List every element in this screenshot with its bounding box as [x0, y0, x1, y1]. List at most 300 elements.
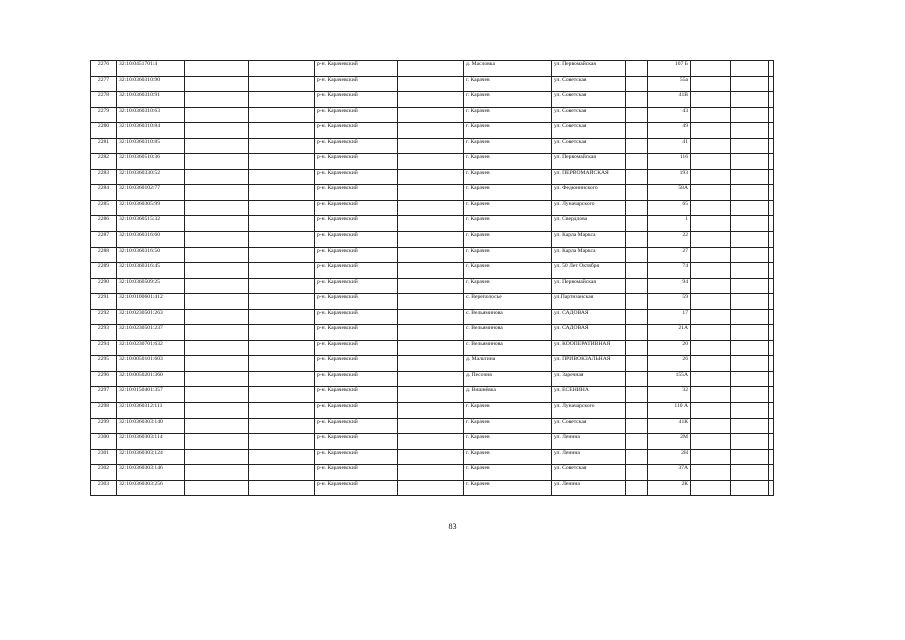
table-row	[91, 185, 774, 201]
table-row	[91, 418, 774, 434]
empty-cell	[185, 200, 249, 216]
empty-cell	[731, 403, 769, 419]
settlement-cell: д. Песочня	[464, 371, 552, 387]
cadastral-number-cell: 32:10:0230501:263	[117, 309, 185, 325]
empty-cell	[769, 138, 774, 154]
settlement-cell: г. Карачев	[464, 449, 552, 465]
empty-cell	[185, 169, 249, 185]
empty-cell	[731, 216, 769, 232]
empty-cell	[398, 465, 464, 481]
table-row	[91, 294, 774, 310]
empty-cell	[731, 465, 769, 481]
row-number-cell: 2295	[91, 356, 117, 372]
empty-cell	[626, 309, 648, 325]
property-table	[90, 60, 774, 496]
district-cell: р-н. Карачевский	[315, 169, 398, 185]
empty-cell	[769, 232, 774, 248]
cadastral-number-cell: 32:10:0360310:91	[117, 92, 185, 108]
empty-cell	[398, 449, 464, 465]
empty-cell	[731, 154, 769, 170]
empty-cell	[626, 200, 648, 216]
empty-cell	[691, 185, 731, 201]
empty-cell	[769, 185, 774, 201]
settlement-cell: г. Карачев	[464, 123, 552, 139]
house-number-cell: 2Н	[648, 449, 691, 465]
settlement-cell: д. Масловка	[464, 61, 552, 77]
empty-cell	[769, 480, 774, 496]
empty-cell	[691, 449, 731, 465]
empty-cell	[731, 449, 769, 465]
empty-cell	[769, 387, 774, 403]
empty-cell	[398, 340, 464, 356]
row-number-cell: 2282	[91, 154, 117, 170]
district-cell: р-н. Карачевский	[315, 403, 398, 419]
empty-cell	[731, 434, 769, 450]
empty-cell	[398, 278, 464, 294]
empty-cell	[731, 107, 769, 123]
empty-cell	[398, 480, 464, 496]
empty-cell	[731, 247, 769, 263]
empty-cell	[398, 138, 464, 154]
empty-cell	[249, 200, 315, 216]
house-number-cell: 1	[648, 216, 691, 232]
cadastral-number-cell: 32:10:0360303:114	[117, 434, 185, 450]
empty-cell	[626, 247, 648, 263]
table-row	[91, 340, 774, 356]
district-cell: р-н. Карачевский	[315, 418, 398, 434]
table-row	[91, 92, 774, 108]
district-cell: р-н. Карачевский	[315, 356, 398, 372]
empty-cell	[626, 216, 648, 232]
cadastral-number-cell: 32:10:0451701:4	[117, 61, 185, 77]
empty-cell	[185, 61, 249, 77]
table-row	[91, 76, 774, 92]
empty-cell	[731, 294, 769, 310]
cadastral-number-cell: 32:10:0360303:146	[117, 465, 185, 481]
empty-cell	[691, 107, 731, 123]
settlement-cell: г. Карачев	[464, 154, 552, 170]
settlement-cell: г. Карачев	[464, 232, 552, 248]
street-cell: ул. 50 Лет Октября	[552, 263, 626, 279]
empty-cell	[731, 200, 769, 216]
row-number-cell: 2296	[91, 371, 117, 387]
table-row	[91, 371, 774, 387]
empty-cell	[691, 465, 731, 481]
empty-cell	[731, 61, 769, 77]
empty-cell	[398, 200, 464, 216]
empty-cell	[185, 340, 249, 356]
house-number-cell: 193	[648, 169, 691, 185]
district-cell: р-н. Карачевский	[315, 185, 398, 201]
empty-cell	[731, 356, 769, 372]
cadastral-number-cell: 32:10:0360310:85	[117, 138, 185, 154]
empty-cell	[398, 232, 464, 248]
settlement-cell: г. Карачев	[464, 263, 552, 279]
empty-cell	[731, 340, 769, 356]
table-row	[91, 434, 774, 450]
table-row	[91, 216, 774, 232]
district-cell: р-н. Карачевский	[315, 92, 398, 108]
empty-cell	[626, 449, 648, 465]
row-number-cell: 2276	[91, 61, 117, 77]
empty-cell	[691, 434, 731, 450]
empty-cell	[731, 232, 769, 248]
settlement-cell: г. Карачев	[464, 185, 552, 201]
district-cell: р-н. Карачевский	[315, 232, 398, 248]
empty-cell	[691, 309, 731, 325]
street-cell: ул. Свердлова	[552, 216, 626, 232]
empty-cell	[185, 403, 249, 419]
house-number-cell: 74	[648, 263, 691, 279]
empty-cell	[626, 480, 648, 496]
empty-cell	[249, 216, 315, 232]
empty-cell	[249, 138, 315, 154]
empty-cell	[185, 325, 249, 341]
cadastral-number-cell: 32:10:0360515:32	[117, 216, 185, 232]
empty-cell	[626, 340, 648, 356]
row-number-cell: 2286	[91, 216, 117, 232]
settlement-cell: г. Карачев	[464, 138, 552, 154]
house-number-cell: 27	[648, 247, 691, 263]
row-number-cell: 2280	[91, 123, 117, 139]
street-cell: ул. Первомайская	[552, 154, 626, 170]
settlement-cell: г. Карачев	[464, 480, 552, 496]
empty-cell	[731, 123, 769, 139]
empty-cell	[185, 278, 249, 294]
settlement-cell: с. Вельяминова	[464, 309, 552, 325]
cadastral-number-cell: 32:10:0360303:256	[117, 480, 185, 496]
cadastral-number-cell: 32:10:0360509:25	[117, 278, 185, 294]
empty-cell	[691, 216, 731, 232]
house-number-cell: 20	[648, 340, 691, 356]
empty-cell	[731, 418, 769, 434]
row-number-cell: 2279	[91, 107, 117, 123]
street-cell: ул. ПРИВОКЗАЛЬНАЯ	[552, 356, 626, 372]
row-number-cell: 2281	[91, 138, 117, 154]
empty-cell	[398, 387, 464, 403]
row-number-cell: 2285	[91, 200, 117, 216]
empty-cell	[398, 61, 464, 77]
street-cell: ул. Советская	[552, 123, 626, 139]
street-cell: ул. Советская	[552, 138, 626, 154]
street-cell: ул. Луначарского	[552, 403, 626, 419]
settlement-cell: г. Карачев	[464, 107, 552, 123]
street-cell: ул. САДОВАЯ	[552, 309, 626, 325]
empty-cell	[626, 61, 648, 77]
street-cell: ул. Первомайская	[552, 278, 626, 294]
empty-cell	[249, 325, 315, 341]
table-body	[91, 61, 774, 496]
district-cell: р-н. Карачевский	[315, 216, 398, 232]
empty-cell	[691, 92, 731, 108]
house-number-cell: 2М	[648, 434, 691, 450]
settlement-cell: г. Карачев	[464, 216, 552, 232]
table-row	[91, 200, 774, 216]
empty-cell	[731, 278, 769, 294]
empty-cell	[691, 169, 731, 185]
house-number-cell: 155А	[648, 371, 691, 387]
table-row	[91, 263, 774, 279]
empty-cell	[185, 92, 249, 108]
district-cell: р-н. Карачевский	[315, 465, 398, 481]
district-cell: р-н. Карачевский	[315, 371, 398, 387]
empty-cell	[398, 185, 464, 201]
table-row	[91, 232, 774, 248]
empty-cell	[691, 278, 731, 294]
page-number: 83	[448, 522, 457, 531]
street-cell: ул. Заречная	[552, 371, 626, 387]
empty-cell	[249, 356, 315, 372]
empty-cell	[398, 325, 464, 341]
row-number-cell: 2278	[91, 92, 117, 108]
empty-cell	[398, 216, 464, 232]
empty-cell	[398, 263, 464, 279]
empty-cell	[249, 123, 315, 139]
empty-cell	[731, 76, 769, 92]
empty-cell	[626, 371, 648, 387]
empty-cell	[731, 309, 769, 325]
cadastral-number-cell: 32:10:0230501:237	[117, 325, 185, 341]
empty-cell	[731, 138, 769, 154]
settlement-cell: г. Карачев	[464, 403, 552, 419]
row-number-cell: 2291	[91, 294, 117, 310]
empty-cell	[731, 480, 769, 496]
empty-cell	[185, 76, 249, 92]
district-cell: р-н. Карачевский	[315, 107, 398, 123]
table-row	[91, 480, 774, 496]
house-number-cell: 41К	[648, 418, 691, 434]
street-cell: ул. Советская	[552, 92, 626, 108]
empty-cell	[398, 107, 464, 123]
street-cell: ул. САДОВАЯ	[552, 325, 626, 341]
empty-cell	[626, 434, 648, 450]
row-number-cell: 2303	[91, 480, 117, 496]
table-row	[91, 247, 774, 263]
cadastral-number-cell: 32:10:0100601:412	[117, 294, 185, 310]
district-cell: р-н. Карачевский	[315, 309, 398, 325]
settlement-cell: д. Мальтина	[464, 356, 552, 372]
table-row	[91, 61, 774, 77]
district-cell: р-н. Карачевский	[315, 294, 398, 310]
district-cell: р-н. Карачевский	[315, 123, 398, 139]
house-number-cell: 26	[648, 356, 691, 372]
empty-cell	[691, 480, 731, 496]
cadastral-number-cell: 32:10:0050201:360	[117, 371, 185, 387]
empty-cell	[626, 185, 648, 201]
street-cell: ул. Луначарского	[552, 200, 626, 216]
empty-cell	[398, 356, 464, 372]
row-number-cell: 2298	[91, 403, 117, 419]
empty-cell	[691, 123, 731, 139]
empty-cell	[691, 247, 731, 263]
empty-cell	[185, 185, 249, 201]
row-number-cell: 2288	[91, 247, 117, 263]
empty-cell	[769, 449, 774, 465]
street-cell: ул. Советская	[552, 107, 626, 123]
district-cell: р-н. Карачевский	[315, 278, 398, 294]
table-row	[91, 278, 774, 294]
table-row	[91, 107, 774, 123]
street-cell: ул. Карла Маркса	[552, 247, 626, 263]
street-cell: ул. Ленина	[552, 434, 626, 450]
empty-cell	[769, 371, 774, 387]
row-number-cell: 2290	[91, 278, 117, 294]
empty-cell	[398, 418, 464, 434]
empty-cell	[626, 92, 648, 108]
empty-cell	[249, 403, 315, 419]
cadastral-number-cell: 32:10:0360312:111	[117, 403, 185, 419]
house-number-cell: 94	[648, 278, 691, 294]
empty-cell	[249, 480, 315, 496]
empty-cell	[249, 418, 315, 434]
empty-cell	[691, 138, 731, 154]
empty-cell	[626, 278, 648, 294]
table-row	[91, 169, 774, 185]
empty-cell	[249, 294, 315, 310]
house-number-cell: 110 А	[648, 403, 691, 419]
street-cell: ул. Ленина	[552, 480, 626, 496]
settlement-cell: с. Вереполосье	[464, 294, 552, 310]
row-number-cell: 2300	[91, 434, 117, 450]
empty-cell	[398, 92, 464, 108]
settlement-cell: г. Карачев	[464, 169, 552, 185]
empty-cell	[185, 294, 249, 310]
settlement-cell: д. Вишнёвка	[464, 387, 552, 403]
row-number-cell: 2294	[91, 340, 117, 356]
empty-cell	[185, 434, 249, 450]
empty-cell	[626, 169, 648, 185]
empty-cell	[249, 247, 315, 263]
settlement-cell: г. Карачев	[464, 278, 552, 294]
cadastral-number-cell: 32:10:0360310:90	[117, 76, 185, 92]
settlement-cell: г. Карачев	[464, 247, 552, 263]
empty-cell	[769, 294, 774, 310]
empty-cell	[249, 371, 315, 387]
house-number-cell: 55а	[648, 76, 691, 92]
empty-cell	[626, 138, 648, 154]
table-row	[91, 138, 774, 154]
table-row	[91, 309, 774, 325]
empty-cell	[185, 418, 249, 434]
table-row	[91, 465, 774, 481]
empty-cell	[185, 154, 249, 170]
empty-cell	[249, 232, 315, 248]
house-number-cell: 2К	[648, 480, 691, 496]
empty-cell	[769, 169, 774, 185]
cadastral-number-cell: 32:10:0230701:632	[117, 340, 185, 356]
empty-cell	[691, 294, 731, 310]
empty-cell	[249, 278, 315, 294]
house-number-cell: 65	[648, 200, 691, 216]
empty-cell	[249, 76, 315, 92]
district-cell: р-н. Карачевский	[315, 138, 398, 154]
empty-cell	[398, 123, 464, 139]
empty-cell	[626, 325, 648, 341]
district-cell: р-н. Карачевский	[315, 449, 398, 465]
empty-cell	[626, 356, 648, 372]
street-cell: ул. Ленина	[552, 449, 626, 465]
table-row	[91, 403, 774, 419]
empty-cell	[249, 154, 315, 170]
settlement-cell: с. Вельяминова	[464, 325, 552, 341]
empty-cell	[769, 340, 774, 356]
empty-cell	[249, 169, 315, 185]
empty-cell	[249, 465, 315, 481]
cadastral-number-cell: 32:10:0360303:140	[117, 418, 185, 434]
row-number-cell: 2283	[91, 169, 117, 185]
empty-cell	[769, 263, 774, 279]
empty-cell	[691, 403, 731, 419]
empty-cell	[769, 76, 774, 92]
district-cell: р-н. Карачевский	[315, 61, 398, 77]
empty-cell	[691, 263, 731, 279]
empty-cell	[691, 154, 731, 170]
empty-cell	[769, 123, 774, 139]
empty-cell	[185, 232, 249, 248]
empty-cell	[249, 340, 315, 356]
table-row	[91, 449, 774, 465]
empty-cell	[626, 294, 648, 310]
empty-cell	[185, 449, 249, 465]
empty-cell	[731, 185, 769, 201]
empty-cell	[769, 465, 774, 481]
empty-cell	[249, 434, 315, 450]
empty-cell	[691, 325, 731, 341]
street-cell: ул. Советская	[552, 418, 626, 434]
cadastral-number-cell: 32:10:0360310:63	[117, 107, 185, 123]
cadastral-number-cell: 32:10:0360303:124	[117, 449, 185, 465]
district-cell: р-н. Карачевский	[315, 480, 398, 496]
empty-cell	[249, 449, 315, 465]
settlement-cell: с. Вельяминова	[464, 340, 552, 356]
street-cell: ул. Советская	[552, 76, 626, 92]
empty-cell	[398, 434, 464, 450]
empty-cell	[769, 325, 774, 341]
house-number-cell: 107 Б	[648, 61, 691, 77]
empty-cell	[185, 480, 249, 496]
row-number-cell: 2277	[91, 76, 117, 92]
settlement-cell: г. Карачев	[464, 76, 552, 92]
empty-cell	[691, 340, 731, 356]
empty-cell	[691, 418, 731, 434]
district-cell: р-н. Карачевский	[315, 263, 398, 279]
empty-cell	[398, 76, 464, 92]
empty-cell	[769, 200, 774, 216]
empty-cell	[626, 263, 648, 279]
empty-cell	[398, 294, 464, 310]
empty-cell	[185, 387, 249, 403]
empty-cell	[769, 61, 774, 77]
house-number-cell: 37А	[648, 465, 691, 481]
house-number-cell: 41В	[648, 92, 691, 108]
district-cell: р-н. Карачевский	[315, 434, 398, 450]
cadastral-number-cell: 32:10:0360330:52	[117, 169, 185, 185]
cadastral-number-cell: 32:10:0360316:60	[117, 232, 185, 248]
house-number-cell: 17	[648, 309, 691, 325]
house-number-cell: 58А	[648, 185, 691, 201]
empty-cell	[691, 232, 731, 248]
cadastral-number-cell: 32:10:0360102:77	[117, 185, 185, 201]
empty-cell	[626, 387, 648, 403]
empty-cell	[185, 263, 249, 279]
house-number-cell: 32	[648, 387, 691, 403]
empty-cell	[398, 371, 464, 387]
street-cell: ул. Первомайская	[552, 61, 626, 77]
empty-cell	[769, 403, 774, 419]
empty-cell	[731, 263, 769, 279]
row-number-cell: 2289	[91, 263, 117, 279]
empty-cell	[185, 309, 249, 325]
